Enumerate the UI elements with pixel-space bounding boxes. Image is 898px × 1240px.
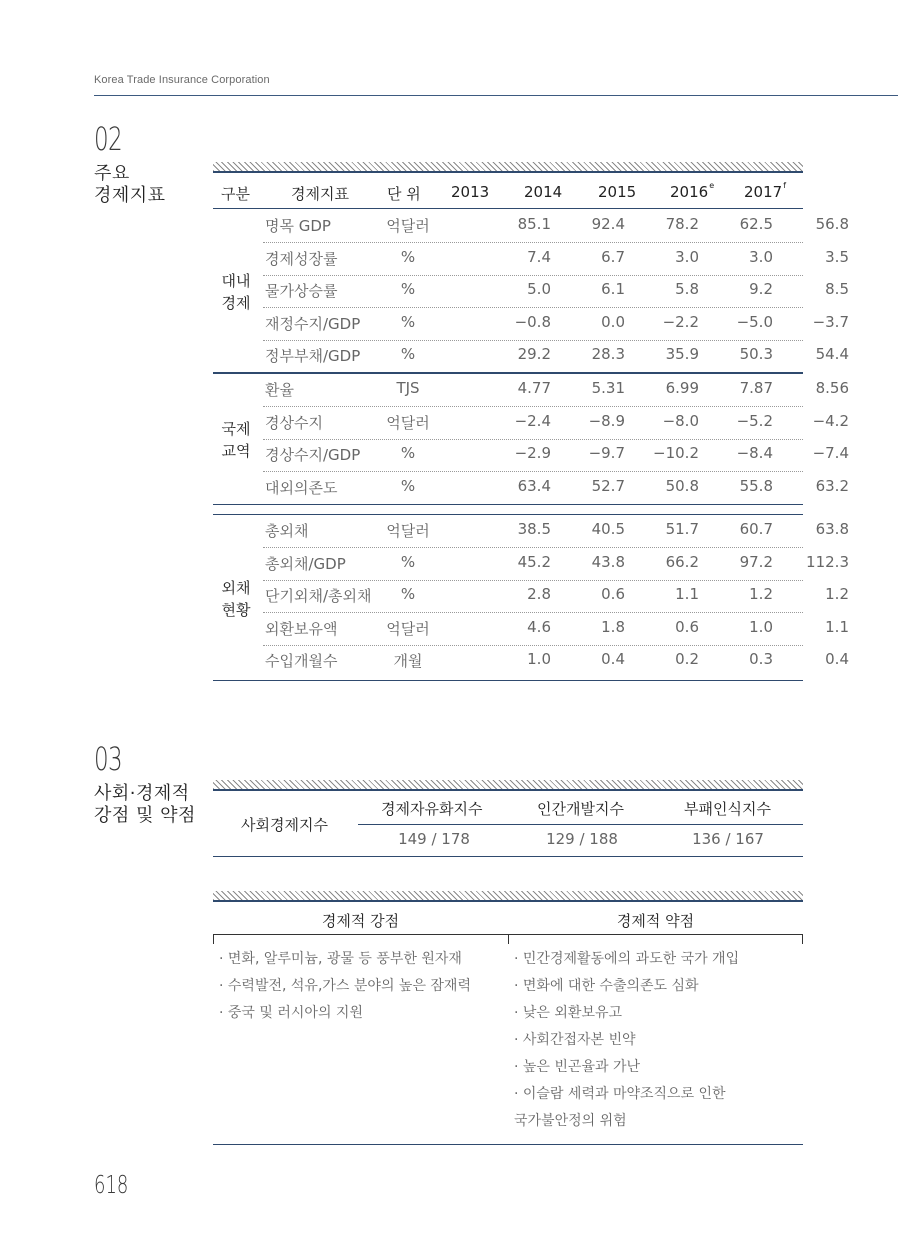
value-2017: 56.8 [815, 215, 849, 233]
socio-header-corruption: 부패인식지수 [684, 800, 771, 818]
socio-row-label: 사회경제지수 [241, 816, 328, 834]
unit: % [400, 345, 416, 363]
value-2015: 1.1 [675, 585, 699, 603]
value-2016: 60.7 [739, 520, 773, 538]
indicator-name: 단기외채/총외채 [265, 587, 372, 605]
header-category: 구분 [221, 185, 250, 203]
value-2014: 0.0 [601, 312, 625, 331]
unit: 억달러 [386, 522, 430, 540]
socio-value-human-development: 129 / 188 [546, 830, 618, 848]
value-2016: 0.3 [749, 650, 773, 668]
socio-value-economic-freedom: 149 / 178 [398, 830, 470, 848]
indicator-name: 경상수지 [265, 413, 323, 432]
value-2016: 97.2 [739, 552, 773, 571]
value-2014: −9.7 [588, 444, 625, 462]
value-2017: 3.5 [825, 247, 849, 266]
value-2017: 112.3 [806, 552, 849, 571]
value-2013: 1.0 [527, 650, 551, 668]
table-row [263, 515, 849, 548]
unit: % [400, 585, 416, 603]
table-row [263, 340, 849, 373]
value-2014: 0.6 [601, 585, 625, 603]
value-2017: −4.2 [812, 411, 849, 430]
header-year-2013: 2013 [451, 183, 490, 201]
socio-value-corruption: 136 / 167 [692, 830, 764, 848]
table-row [263, 243, 849, 276]
value-2014: −8.9 [588, 411, 625, 430]
unit: % [400, 444, 416, 462]
weaknesses-title: 경제적 약점 [616, 912, 695, 930]
sup-estimate: e [709, 181, 715, 190]
value-2017: 0.4 [825, 650, 849, 668]
unit: % [400, 312, 416, 331]
weakness-item: · 높은 빈곤율과 가난 [514, 1059, 640, 1075]
strength-item: · 수력발전, 석유,가스 분야의 높은 잠재력 [219, 978, 471, 994]
table-row [263, 472, 849, 505]
header-rule [94, 95, 898, 96]
value-2014: 28.3 [591, 345, 625, 363]
value-2015: 51.7 [665, 520, 699, 538]
unit: % [400, 280, 416, 298]
value-2013: 38.5 [517, 520, 551, 538]
value-2013: 85.1 [517, 215, 551, 233]
value-2015: 78.2 [665, 215, 699, 233]
indicator-name: 환율 [265, 381, 294, 399]
value-2013: −2.4 [514, 411, 551, 430]
value-2015: 35.9 [665, 345, 699, 363]
value-2015: 0.2 [675, 650, 699, 668]
unit: % [400, 552, 416, 571]
value-2015: 5.8 [675, 280, 699, 298]
unit: 억달러 [386, 217, 430, 235]
group-label: 대내 경제 [221, 271, 251, 312]
sw-tick-right [802, 934, 803, 944]
socio-header-rule [358, 824, 803, 825]
indicator-name: 총외채 [265, 522, 309, 540]
value-2015: 3.0 [675, 247, 699, 266]
table-group-international-trade [213, 373, 849, 505]
indicator-name: 수입개월수 [265, 652, 338, 670]
indicator-name: 외환보유액 [265, 619, 338, 638]
socio-hatch-bar [213, 780, 803, 791]
value-2016: 1.2 [749, 585, 773, 603]
value-2013: −2.9 [514, 444, 551, 462]
strengths-title: 경제적 강점 [321, 912, 400, 930]
weaknesses-list [514, 946, 799, 1135]
sup-forecast: f [783, 181, 787, 190]
group-label: 국제 교역 [221, 420, 251, 460]
sw-tick-middle [508, 934, 509, 944]
value-2014: 43.8 [591, 552, 625, 571]
value-2017: 1.2 [825, 585, 849, 603]
value-2016: 3.0 [749, 247, 773, 266]
value-2016: 55.8 [739, 476, 773, 495]
value-2015: −2.2 [662, 312, 699, 331]
unit: TJS [396, 379, 420, 397]
value-2015: −10.2 [653, 444, 699, 462]
sw-tick-left [213, 934, 214, 944]
unit: 개월 [393, 652, 423, 670]
value-2017: −3.7 [812, 312, 849, 331]
value-2016: −5.2 [736, 411, 773, 430]
sw-bottom-rule [213, 1144, 803, 1145]
value-2013: 4.77 [517, 379, 551, 397]
value-2016: −5.0 [736, 312, 773, 331]
header-year-2016: 2016e [670, 181, 715, 201]
table-row [263, 210, 849, 243]
sw-hatch-bar [213, 891, 803, 902]
value-2015: 50.8 [665, 476, 699, 495]
value-2013: 7.4 [527, 247, 551, 266]
value-2016: −8.4 [736, 444, 773, 462]
value-2017: 8.56 [815, 379, 849, 397]
indicator-name: 명목 GDP [265, 217, 331, 235]
table-group-external-debt [213, 514, 849, 681]
value-2017: 8.5 [825, 280, 849, 298]
table-hatch-bar [213, 162, 803, 173]
table-row [263, 374, 849, 407]
indicator-name: 정부부채/GDP [265, 347, 361, 365]
value-2014: 0.4 [601, 650, 625, 668]
table-row [263, 613, 849, 646]
weakness-item: · 민간경제활동에의 과도한 국가 개입 [514, 951, 740, 967]
socio-bottom-rule [213, 856, 803, 857]
value-2016: 9.2 [749, 280, 773, 298]
table-row [263, 275, 849, 308]
value-2014: 1.8 [601, 617, 625, 636]
value-2013: 63.4 [517, 476, 551, 495]
value-2016: 1.0 [749, 617, 773, 636]
header-indicator: 경제지표 [291, 185, 349, 203]
table-group-domestic-economy [213, 210, 849, 373]
value-2013: 4.6 [527, 617, 551, 636]
value-2013: 45.2 [517, 552, 551, 571]
socio-header-economic-freedom: 경제자유화지수 [381, 800, 483, 818]
section-number-03: 03 [94, 740, 122, 778]
indicator-name: 대외의존도 [265, 478, 338, 497]
table-row [263, 308, 849, 341]
value-2016: 62.5 [739, 215, 773, 233]
table-header-row [213, 175, 803, 209]
table-row [263, 407, 849, 440]
section-title-strengths-weaknesses: 사회·경제적 강점 및 약점 [94, 783, 196, 826]
value-2017: 63.8 [815, 520, 849, 538]
running-header: Korea Trade Insurance Corporation [94, 74, 270, 86]
value-2016: 50.3 [739, 345, 773, 363]
header-year-2015: 2015 [598, 183, 637, 201]
indicator-name: 경상수지/GDP [265, 446, 361, 464]
value-2017: 1.1 [825, 617, 849, 636]
unit: % [400, 476, 416, 495]
value-2013: −0.8 [514, 312, 551, 331]
value-2013: 5.0 [527, 280, 551, 298]
strength-item: · 중국 및 러시아의 지원 [219, 1005, 363, 1021]
indicator-name: 총외채/GDP [265, 554, 346, 573]
weakness-item: · 면화에 대한 수출의존도 심화 [514, 978, 699, 994]
table-row [263, 439, 849, 472]
weakness-item: · 이슬람 세력과 마약조직으로 인한 국가불안정의 위험 [514, 1086, 726, 1129]
strength-item: · 면화, 알루미늄, 광물 등 풍부한 원자재 [219, 951, 462, 967]
table-row [263, 580, 849, 613]
unit: % [400, 247, 416, 266]
value-2013: 2.8 [527, 585, 551, 603]
header-year-2017: 2017$^f$ [744, 181, 787, 201]
weakness-item: · 낮은 외환보유고 [514, 1005, 623, 1021]
table-row [263, 548, 849, 581]
unit: 억달러 [386, 413, 430, 432]
value-2014: 40.5 [591, 520, 625, 538]
value-2017: 54.4 [815, 345, 849, 363]
weakness-item: · 사회간접자본 빈약 [514, 1032, 636, 1048]
value-2017: −7.4 [812, 444, 849, 462]
strengths-list [219, 946, 504, 1027]
value-2015: 6.99 [665, 379, 699, 397]
value-2015: 0.6 [675, 617, 699, 636]
value-2015: 66.2 [665, 552, 699, 571]
socio-header-human-development: 인간개발지수 [537, 800, 624, 818]
value-2013: 29.2 [517, 345, 551, 363]
value-2014: 6.7 [601, 247, 625, 266]
header-year-2014: 2014 [524, 183, 563, 201]
value-2014: 52.7 [591, 476, 625, 495]
indicator-name: 재정수지/GDP [265, 314, 361, 333]
value-2016: 7.87 [739, 379, 773, 397]
group-label: 외채 현황 [221, 578, 251, 619]
unit: 억달러 [386, 619, 430, 638]
value-2017: 63.2 [815, 476, 849, 495]
section-title-economic-indicators: 주요 경제지표 [94, 163, 166, 206]
section-number-02: 02 [94, 120, 122, 158]
value-2014: 5.31 [591, 379, 625, 397]
table-row [263, 645, 849, 678]
value-2014: 6.1 [601, 280, 625, 298]
value-2015: −8.0 [662, 411, 699, 430]
page-number: 618 [94, 1170, 129, 1199]
header-unit: 단 위 [387, 185, 421, 203]
indicator-name: 물가상승률 [265, 282, 338, 300]
value-2014: 92.4 [591, 215, 625, 233]
indicator-name: 경제성장률 [265, 249, 338, 268]
